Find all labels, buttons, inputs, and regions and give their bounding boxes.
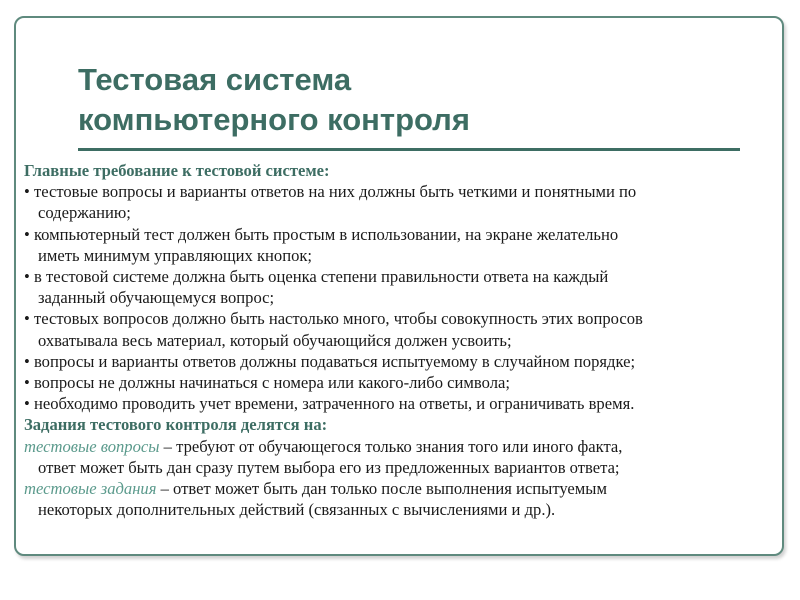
slide-title — [78, 60, 470, 140]
bullet-item — [24, 351, 776, 372]
definition-term: тестовые задания — [24, 479, 157, 499]
bullet-continuation: охватывала весь материал, который обучающийся должен усвоить; — [38, 330, 512, 350]
definition-item — [24, 478, 776, 520]
bullet-item — [24, 308, 776, 350]
bullet-item — [24, 266, 776, 308]
definition-text: – ответ может быть дан только после выполнения испытуемым — [156, 479, 607, 499]
title-line-2: компьютерного контроля — [78, 102, 470, 137]
bullet-continuation: заданный обучающемуся вопрос; — [38, 288, 275, 308]
bullet-continuation: содержанию; — [38, 203, 131, 223]
definition-term: тестовые вопросы — [24, 436, 160, 456]
bullet-text: • тестовые вопросы и варианты ответов на них должны быть четкими и понятными по — [24, 182, 637, 202]
bullet-text: • вопросы не должны начинаться с номера или какого-либо символа; — [24, 373, 510, 393]
definition-line — [24, 478, 776, 499]
definition-line — [24, 436, 776, 457]
title-underline — [78, 148, 740, 151]
bullet-text: • в тестовой системе должна быть оценка степени правильности ответа на каждый — [24, 267, 609, 287]
definition-continuation: некоторых дополнительных действий (связанных с вычислениями и др.). — [38, 500, 556, 520]
slide-body — [24, 160, 776, 520]
bullet-item — [24, 181, 776, 223]
definition-continuation: ответ может быть дан сразу путем выбора его из предложенных вариантов ответа; — [38, 457, 620, 477]
bullet-item — [24, 393, 776, 414]
definition-item — [24, 436, 776, 478]
bullet-text: • необходимо проводить учет времени, затраченного на ответы, и ограничивать время. — [24, 394, 635, 414]
bullet-text: • тестовых вопросов должно быть настолько много, чтобы совокупность этих вопросов — [24, 309, 643, 329]
bullet-text: • компьютерный тест должен быть простым в использовании, на экране желательно — [24, 224, 619, 244]
title-line-1: Тестовая система — [78, 62, 352, 97]
bullet-continuation: иметь минимум управляющих кнопок; — [38, 245, 313, 265]
bullet-text: • вопросы и варианты ответов должны подаваться испытуемому в случайном порядке; — [24, 351, 636, 371]
definition-text: – требуют от обучающегося только знания того или иного факта, — [159, 436, 623, 456]
tasks-heading: Задания тестового контроля делятся на: — [24, 415, 328, 435]
requirements-heading: Главные требование к тестовой системе: — [24, 161, 330, 180]
bullet-item — [24, 224, 776, 266]
bullet-item — [24, 372, 776, 393]
